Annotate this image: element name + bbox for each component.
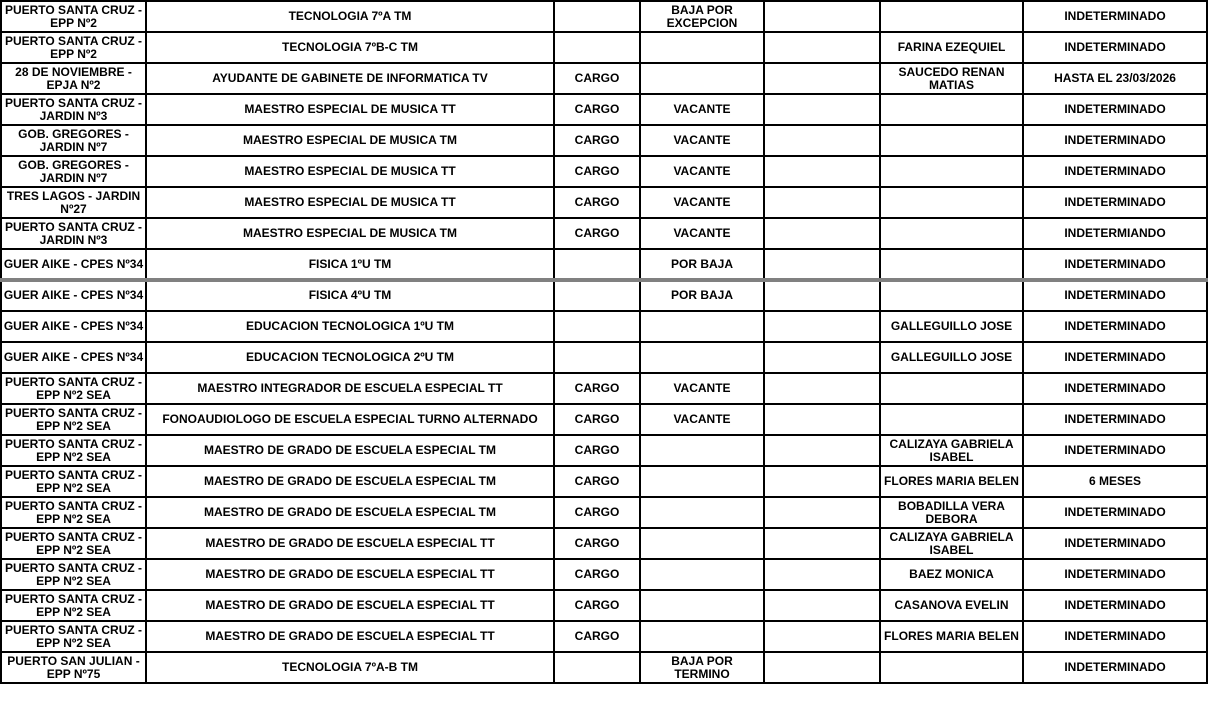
cell-contract-type: CARGO <box>555 374 639 403</box>
cell-term: INDETERMINADO <box>1024 436 1206 465</box>
cell-movement <box>641 529 763 558</box>
cell-person <box>881 405 1022 434</box>
cell-contract-type <box>555 281 639 310</box>
cell-term: INDETERMINADO <box>1024 126 1206 155</box>
cell-blank <box>765 529 879 558</box>
cell-person <box>881 281 1022 310</box>
cell-position: MAESTRO DE GRADO DE ESCUELA ESPECIAL TM <box>147 436 553 465</box>
cell-blank <box>765 405 879 434</box>
cell-movement <box>641 560 763 589</box>
cell-movement <box>641 436 763 465</box>
cell-contract-type <box>555 312 639 341</box>
cell-position: MAESTRO ESPECIAL DE MUSICA TM <box>147 126 553 155</box>
cell-school: PUERTO SANTA CRUZ - EPP Nº2 SEA <box>2 467 145 496</box>
cell-school: PUERTO SANTA CRUZ - JARDIN Nº3 <box>2 219 145 248</box>
cell-movement: VACANTE <box>641 126 763 155</box>
cell-school: PUERTO SANTA CRUZ - EPP Nº2 SEA <box>2 591 145 620</box>
cell-person: CALIZAYA GABRIELA ISABEL <box>881 529 1022 558</box>
cell-position: MAESTRO DE GRADO DE ESCUELA ESPECIAL TT <box>147 622 553 651</box>
cell-blank <box>765 498 879 527</box>
cell-term: INDETERMINADO <box>1024 374 1206 403</box>
cell-blank <box>765 188 879 217</box>
cell-contract-type <box>555 33 639 62</box>
cell-position: FONOAUDIOLOGO DE ESCUELA ESPECIAL TURNO ALTERNADO <box>147 405 553 434</box>
cell-blank <box>765 653 879 682</box>
cell-movement: VACANTE <box>641 374 763 403</box>
cell-school: PUERTO SANTA CRUZ - EPP Nº2 SEA <box>2 405 145 434</box>
cell-blank <box>765 436 879 465</box>
cell-position: TECNOLOGIA 7ºB-C TM <box>147 33 553 62</box>
cell-term: INDETERMINADO <box>1024 405 1206 434</box>
cell-person: BAEZ MONICA <box>881 560 1022 589</box>
cell-blank <box>765 219 879 248</box>
cell-movement <box>641 33 763 62</box>
cell-movement: VACANTE <box>641 157 763 186</box>
cell-contract-type: CARGO <box>555 64 639 93</box>
cell-blank <box>765 33 879 62</box>
cell-position: MAESTRO DE GRADO DE ESCUELA ESPECIAL TM <box>147 467 553 496</box>
cell-contract-type <box>555 343 639 372</box>
cell-movement <box>641 467 763 496</box>
cell-movement <box>641 591 763 620</box>
cell-contract-type: CARGO <box>555 157 639 186</box>
cell-contract-type: CARGO <box>555 126 639 155</box>
cell-position: EDUCACION TECNOLOGICA 1ºU TM <box>147 312 553 341</box>
cell-term: INDETERMINADO <box>1024 622 1206 651</box>
cell-person: FARINA EZEQUIEL <box>881 33 1022 62</box>
cell-person: BOBADILLA VERA DEBORA <box>881 498 1022 527</box>
cell-person <box>881 157 1022 186</box>
cell-school: PUERTO SANTA CRUZ - EPP Nº2 SEA <box>2 560 145 589</box>
cell-school: GUER AIKE - CPES Nº34 <box>2 312 145 341</box>
cell-blank <box>765 467 879 496</box>
cell-term: INDETERMINADO <box>1024 95 1206 124</box>
cell-school: 28 DE NOVIEMBRE - EPJA Nº2 <box>2 64 145 93</box>
cell-school: GOB. GREGORES - JARDIN Nº7 <box>2 126 145 155</box>
cell-term: INDETERMINADO <box>1024 250 1206 279</box>
cell-movement: VACANTE <box>641 188 763 217</box>
cell-term: 6 MESES <box>1024 467 1206 496</box>
cell-person <box>881 653 1022 682</box>
cell-school: GUER AIKE - CPES Nº34 <box>2 281 145 310</box>
cell-contract-type: CARGO <box>555 405 639 434</box>
cell-position: MAESTRO ESPECIAL DE MUSICA TT <box>147 95 553 124</box>
cell-movement: VACANTE <box>641 405 763 434</box>
cell-person: GALLEGUILLO JOSE <box>881 312 1022 341</box>
cell-blank <box>765 2 879 31</box>
cell-person: FLORES MARIA BELEN <box>881 467 1022 496</box>
cell-school: GUER AIKE - CPES Nº34 <box>2 343 145 372</box>
cell-position: MAESTRO ESPECIAL DE MUSICA TT <box>147 188 553 217</box>
cell-term: INDETERMINADO <box>1024 2 1206 31</box>
cell-position: TECNOLOGIA 7ºA-B TM <box>147 653 553 682</box>
cell-school: PUERTO SAN JULIAN - EPP Nº75 <box>2 653 145 682</box>
cell-term: INDETERMINADO <box>1024 498 1206 527</box>
cell-school: GOB. GREGORES - JARDIN Nº7 <box>2 157 145 186</box>
cell-blank <box>765 250 879 279</box>
cell-contract-type: CARGO <box>555 188 639 217</box>
cell-contract-type: CARGO <box>555 591 639 620</box>
cell-term: INDETERMINADO <box>1024 653 1206 682</box>
cell-person: FLORES MARIA BELEN <box>881 622 1022 651</box>
cell-position: TECNOLOGIA 7ºA TM <box>147 2 553 31</box>
cell-school: PUERTO SANTA CRUZ - JARDIN Nº3 <box>2 95 145 124</box>
cell-person <box>881 250 1022 279</box>
cell-term: INDETERMINADO <box>1024 281 1206 310</box>
cell-movement <box>641 343 763 372</box>
cell-contract-type: CARGO <box>555 95 639 124</box>
cell-movement: BAJA POR EXCEPCION <box>641 2 763 31</box>
cell-movement: POR BAJA <box>641 281 763 310</box>
cell-contract-type: CARGO <box>555 219 639 248</box>
cell-person <box>881 2 1022 31</box>
cell-position: FISICA 1ºU TM <box>147 250 553 279</box>
cell-term: INDETERMINADO <box>1024 343 1206 372</box>
cell-movement <box>641 64 763 93</box>
cell-term: INDETERMINADO <box>1024 312 1206 341</box>
cell-school: PUERTO SANTA CRUZ - EPP Nº2 SEA <box>2 622 145 651</box>
cell-contract-type: CARGO <box>555 467 639 496</box>
cell-position: MAESTRO ESPECIAL DE MUSICA TM <box>147 219 553 248</box>
cell-person: CALIZAYA GABRIELA ISABEL <box>881 436 1022 465</box>
cell-contract-type: CARGO <box>555 436 639 465</box>
cell-term: INDETERMINADO <box>1024 560 1206 589</box>
cell-contract-type <box>555 2 639 31</box>
cell-position: MAESTRO DE GRADO DE ESCUELA ESPECIAL TT <box>147 529 553 558</box>
cell-blank <box>765 95 879 124</box>
cell-person <box>881 95 1022 124</box>
cell-blank <box>765 281 879 310</box>
cell-blank <box>765 591 879 620</box>
cell-movement: BAJA POR TERMINO <box>641 653 763 682</box>
cell-school: TRES LAGOS - JARDIN Nº27 <box>2 188 145 217</box>
cell-position: MAESTRO ESPECIAL DE MUSICA TT <box>147 157 553 186</box>
cell-contract-type: CARGO <box>555 560 639 589</box>
cell-term: INDETERMIANDO <box>1024 219 1206 248</box>
cell-blank <box>765 560 879 589</box>
cell-blank <box>765 64 879 93</box>
cell-person <box>881 126 1022 155</box>
cell-contract-type: CARGO <box>555 622 639 651</box>
cell-term: INDETERMINADO <box>1024 157 1206 186</box>
cell-person <box>881 219 1022 248</box>
cell-contract-type <box>555 250 639 279</box>
cell-person <box>881 374 1022 403</box>
cell-blank <box>765 374 879 403</box>
cell-school: PUERTO SANTA CRUZ - EPP Nº2 <box>2 33 145 62</box>
cell-person <box>881 188 1022 217</box>
cell-blank <box>765 157 879 186</box>
cell-movement <box>641 312 763 341</box>
cell-person: GALLEGUILLO JOSE <box>881 343 1022 372</box>
cell-blank <box>765 343 879 372</box>
cell-position: EDUCACION TECNOLOGICA 2ºU TM <box>147 343 553 372</box>
cell-term: INDETERMINADO <box>1024 188 1206 217</box>
cell-school: PUERTO SANTA CRUZ - EPP Nº2 <box>2 2 145 31</box>
cell-blank <box>765 312 879 341</box>
cell-school: PUERTO SANTA CRUZ - EPP Nº2 SEA <box>2 374 145 403</box>
cell-position: AYUDANTE DE GABINETE DE INFORMATICA TV <box>147 64 553 93</box>
cell-term: INDETERMINADO <box>1024 33 1206 62</box>
cell-blank <box>765 622 879 651</box>
cell-term: INDETERMINADO <box>1024 591 1206 620</box>
cell-school: PUERTO SANTA CRUZ - EPP Nº2 SEA <box>2 498 145 527</box>
cell-position: MAESTRO DE GRADO DE ESCUELA ESPECIAL TM <box>147 498 553 527</box>
cell-blank <box>765 126 879 155</box>
cell-term: HASTA EL 23/03/2026 <box>1024 64 1206 93</box>
cell-school: PUERTO SANTA CRUZ - EPP Nº2 SEA <box>2 529 145 558</box>
cell-school: GUER AIKE - CPES Nº34 <box>2 250 145 279</box>
cell-person: CASANOVA EVELIN <box>881 591 1022 620</box>
cell-contract-type <box>555 653 639 682</box>
cell-person: SAUCEDO RENAN MATIAS <box>881 64 1022 93</box>
cell-term: INDETERMINADO <box>1024 529 1206 558</box>
cell-position: MAESTRO DE GRADO DE ESCUELA ESPECIAL TT <box>147 560 553 589</box>
cell-movement: VACANTE <box>641 95 763 124</box>
cell-contract-type: CARGO <box>555 498 639 527</box>
cell-contract-type: CARGO <box>555 529 639 558</box>
cell-movement: VACANTE <box>641 219 763 248</box>
cell-movement <box>641 498 763 527</box>
cell-movement <box>641 622 763 651</box>
cell-position: MAESTRO INTEGRADOR DE ESCUELA ESPECIAL TT <box>147 374 553 403</box>
cell-position: MAESTRO DE GRADO DE ESCUELA ESPECIAL TT <box>147 591 553 620</box>
cell-school: PUERTO SANTA CRUZ - EPP Nº2 SEA <box>2 436 145 465</box>
cell-position: FISICA 4ºU TM <box>147 281 553 310</box>
cell-movement: POR BAJA <box>641 250 763 279</box>
